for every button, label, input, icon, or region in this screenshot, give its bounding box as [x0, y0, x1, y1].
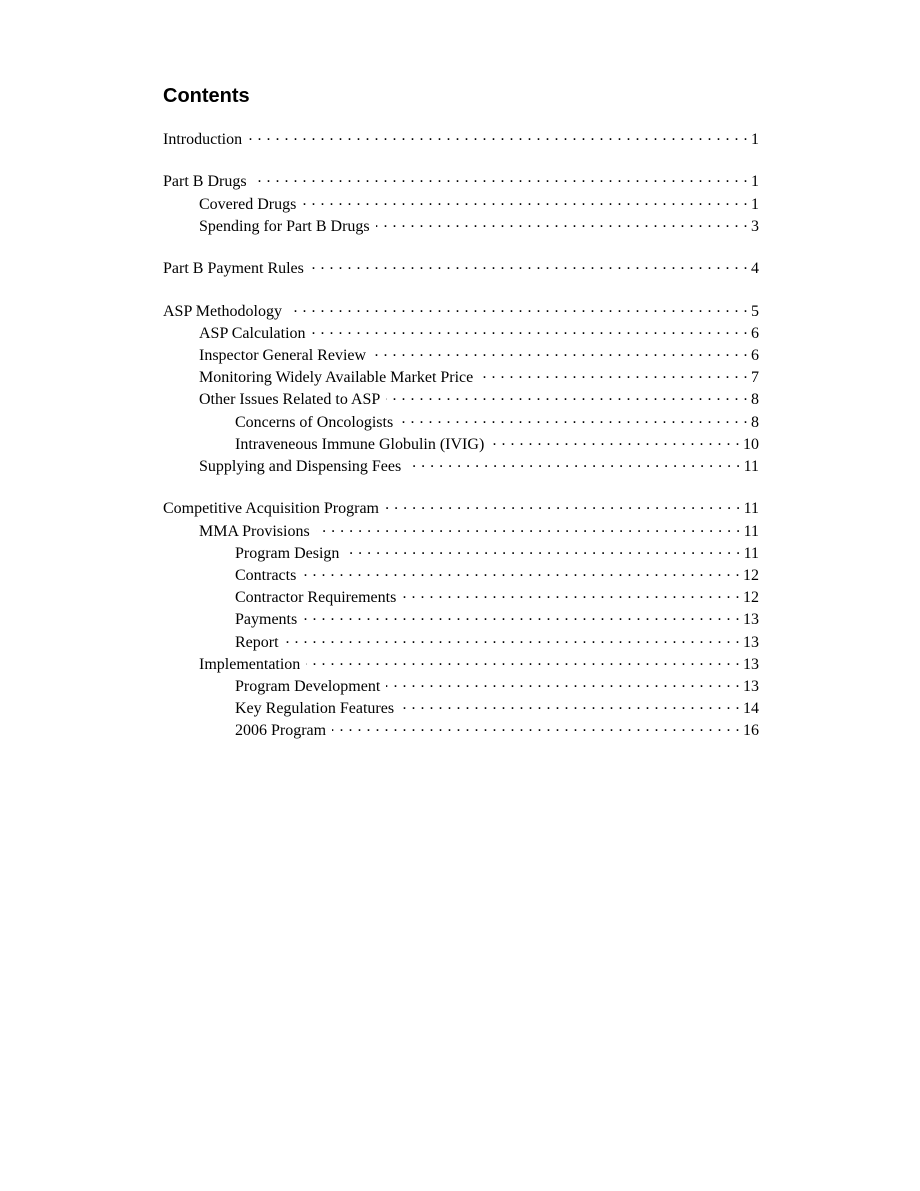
toc-entry[interactable]	[163, 388, 759, 410]
toc-entry-page-number: 14	[743, 700, 759, 718]
toc-entry-page-number: 13	[743, 611, 759, 629]
toc-entry-label: 2006 Program	[235, 722, 327, 740]
dot-leader	[310, 257, 748, 273]
toc-entry[interactable]	[163, 366, 759, 388]
dot-leader	[402, 586, 740, 602]
toc-entry[interactable]	[163, 497, 759, 519]
toc-entry-label: Concerns of Oncologists	[235, 413, 394, 431]
toc-entry-page-number: 12	[743, 567, 759, 584]
toc-entry-label: Payments	[235, 611, 298, 629]
toc-entry[interactable]	[163, 193, 759, 215]
toc-entry-label: Program Development	[235, 678, 381, 696]
toc-entry[interactable]	[163, 344, 759, 366]
toc-entry-label: MMA Provisions	[199, 522, 310, 540]
toc-entry-label: Report	[235, 633, 279, 651]
dot-leader	[490, 433, 740, 449]
toc-entry[interactable]	[163, 433, 759, 455]
page-title: Contents	[163, 85, 250, 107]
toc-entry-page-number: 11	[743, 500, 759, 518]
dot-leader	[248, 128, 748, 144]
toc-entry[interactable]	[163, 455, 759, 477]
toc-entry-label: Intraveneous Immune Globulin (IVIG)	[235, 435, 485, 453]
dot-leader	[399, 411, 748, 427]
toc-entry-label: Part B Drugs	[163, 173, 247, 191]
toc-entry-page-number: 8	[751, 413, 759, 431]
toc-entry-page-number: 13	[743, 633, 759, 651]
toc-entry[interactable]	[163, 520, 759, 542]
toc-entry-page-number: 1	[751, 131, 759, 148]
toc-entry[interactable]	[163, 675, 759, 697]
toc-entry[interactable]	[163, 697, 759, 719]
toc-entry-label: Part B Payment Rules	[163, 260, 304, 278]
dot-leader	[302, 193, 748, 209]
toc-entry-page-number: 16	[743, 722, 759, 740]
toc-entry-label: Program Design	[235, 544, 340, 562]
toc-entry[interactable]	[163, 300, 759, 322]
toc-entry-page-number: 1	[751, 173, 759, 191]
toc-entry-label: Supplying and Dispensing Fees	[199, 458, 402, 475]
toc-entry-page-number: 11	[743, 458, 759, 475]
toc-entry-page-number: 11	[743, 544, 759, 562]
toc-entry-page-number: 5	[751, 302, 759, 320]
toc-entry[interactable]	[163, 631, 759, 653]
dot-leader	[316, 520, 741, 536]
toc-entry-label: Key Regulation Features	[235, 700, 395, 718]
toc-entry-page-number: 8	[751, 391, 759, 409]
toc-entry[interactable]	[163, 322, 759, 344]
toc-entry-label: Contractor Requirements	[235, 589, 397, 607]
toc-entry-label: Implementation	[199, 655, 301, 673]
toc-entry-page-number: 1	[751, 195, 759, 213]
toc-entry-page-number: 7	[751, 369, 759, 387]
toc-entry-label: Spending for Part B Drugs	[199, 217, 370, 235]
toc-entry-label: Contracts	[235, 567, 297, 584]
toc-entry-label: Other Issues Related to ASP	[199, 391, 381, 409]
contents-page	[163, 84, 759, 742]
toc-entry-page-number: 4	[751, 260, 759, 278]
toc-entry[interactable]	[163, 564, 759, 586]
toc-entry[interactable]	[163, 542, 759, 564]
dot-leader	[385, 497, 741, 513]
toc-entry[interactable]	[163, 170, 759, 192]
dot-leader	[303, 608, 740, 624]
toc-entry[interactable]	[163, 215, 759, 237]
toc-entry[interactable]	[163, 586, 759, 608]
dot-leader	[386, 388, 748, 404]
table-of-contents	[163, 128, 759, 742]
dot-leader	[479, 366, 748, 382]
dot-leader	[372, 344, 748, 360]
toc-entry[interactable]	[163, 653, 759, 675]
toc-entry-page-number: 6	[751, 324, 759, 342]
dot-leader	[253, 170, 748, 186]
dot-leader	[407, 455, 740, 471]
dot-leader	[400, 697, 740, 713]
toc-entry-label: Introduction	[163, 131, 243, 148]
toc-entry-label: Covered Drugs	[199, 195, 297, 213]
dot-leader	[345, 542, 740, 558]
dot-leader	[302, 564, 740, 580]
toc-entry-label: ASP Calculation	[199, 324, 306, 342]
toc-entry-page-number: 3	[751, 217, 759, 235]
toc-entry-page-number: 6	[751, 346, 759, 364]
toc-entry-page-number: 13	[743, 678, 759, 696]
toc-entry-page-number: 11	[743, 522, 759, 540]
toc-entry-label: ASP Methodology	[163, 302, 282, 320]
dot-leader	[332, 719, 740, 735]
toc-entry[interactable]	[163, 608, 759, 630]
toc-entry-label: Competitive Acquisition Program	[163, 500, 379, 518]
toc-entry-label: Monitoring Widely Available Market Price	[199, 369, 474, 387]
dot-leader	[386, 675, 740, 691]
toc-entry-page-number: 12	[743, 589, 759, 607]
dot-leader	[376, 215, 748, 231]
toc-entry-page-number: 13	[743, 655, 759, 673]
toc-entry[interactable]	[163, 257, 759, 279]
toc-entry-label: Inspector General Review	[199, 346, 367, 364]
toc-entry[interactable]	[163, 411, 759, 433]
dot-leader	[312, 322, 748, 338]
toc-entry[interactable]	[163, 128, 759, 150]
dot-leader	[285, 631, 740, 647]
toc-entry[interactable]	[163, 719, 759, 741]
dot-leader	[288, 300, 748, 316]
dot-leader	[306, 653, 740, 669]
toc-entry-page-number: 10	[743, 435, 759, 453]
